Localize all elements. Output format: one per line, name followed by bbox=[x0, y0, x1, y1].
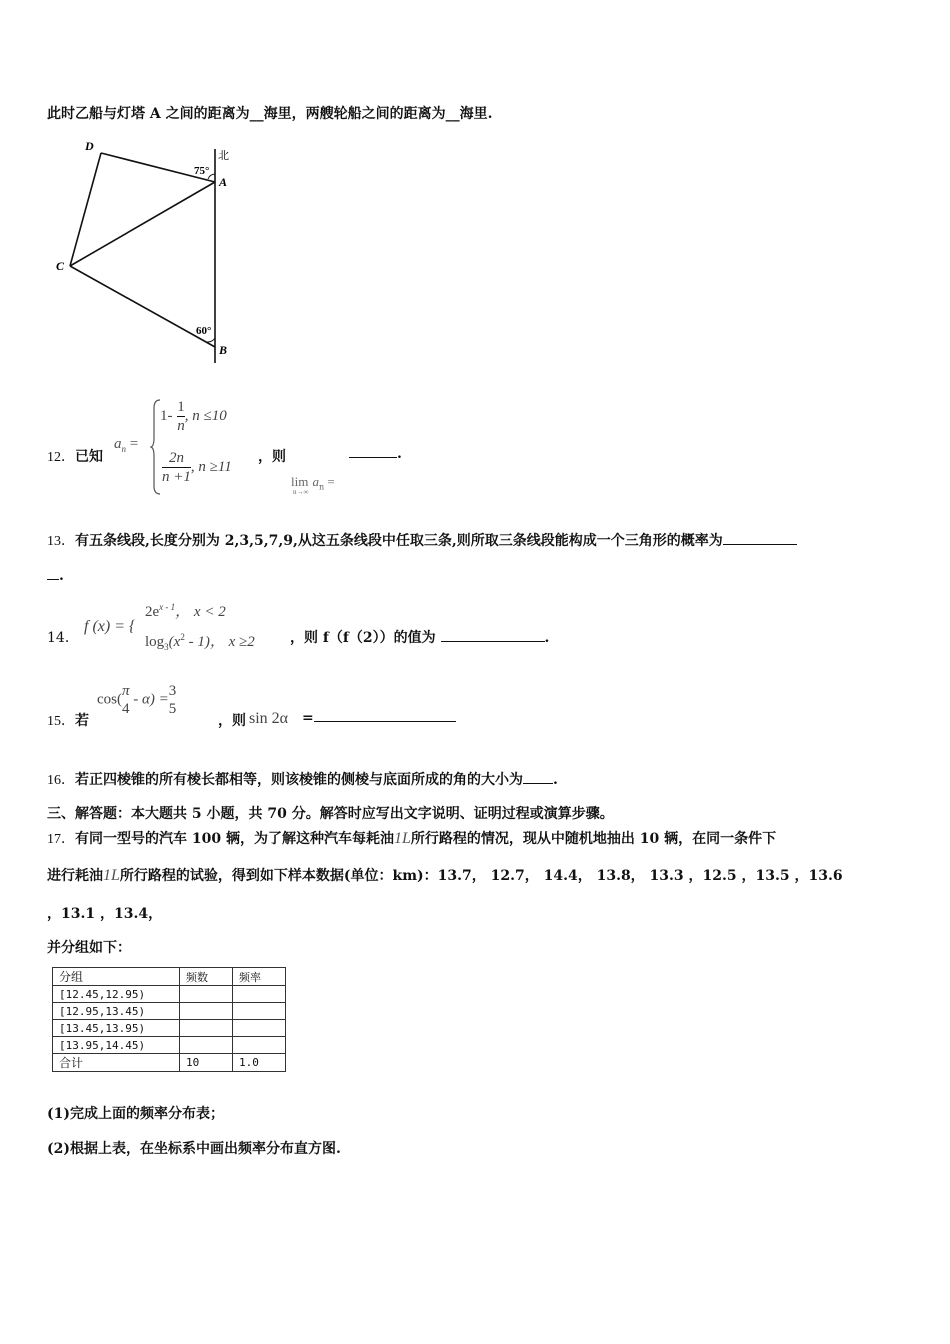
geometry-figure bbox=[50, 135, 250, 365]
q17-line1: 17．有同一型号的汽车 100 辆，为了解这种汽车每耗油1L所行路程的情况，现从中随机地抽出 10 辆，在同一条件下 bbox=[47, 830, 777, 847]
table-header-row bbox=[53, 968, 286, 986]
q12-answer: . bbox=[349, 446, 402, 462]
angle-arc-b bbox=[207, 338, 215, 342]
table-cell: [12.45,12.95) bbox=[53, 986, 180, 1003]
q14-text: ，则 f（f（2））的值为 . bbox=[290, 630, 550, 646]
frequency-table bbox=[52, 967, 286, 1072]
table-header-cell: 频数 bbox=[180, 968, 233, 986]
segment-cb bbox=[70, 266, 215, 347]
label-a: A bbox=[219, 175, 228, 189]
q17-group-line: 并分组如下： bbox=[47, 940, 131, 956]
q12-case1: 1- $\frac{1}{n}$ , n ≤10 bbox=[160, 399, 227, 434]
table-row bbox=[53, 986, 286, 1003]
q14-fx: f (x) = { bbox=[84, 618, 136, 635]
table-cell: 10 bbox=[180, 1054, 233, 1072]
table-cell bbox=[233, 1020, 286, 1037]
label-north: 北 bbox=[218, 149, 229, 162]
table-cell: 合计 bbox=[53, 1054, 180, 1072]
table-row bbox=[53, 1020, 286, 1037]
q12-label: 12．已知 bbox=[47, 449, 103, 465]
q17-part2: (2)根据上表，在坐标系中画出频率分布直方图. bbox=[47, 1141, 341, 1157]
table-cell bbox=[233, 1037, 286, 1054]
q14-case2: $\log_3(x^2 - 1)$， x ≥2 bbox=[145, 632, 255, 652]
q12-case2: $\frac{2n}{n +1}$ , n ≥11 bbox=[162, 450, 232, 485]
q15-then: ，则 bbox=[218, 713, 246, 729]
q13-text: 13．有五条线段,长度分别为 2,3,5,7,9,从这五条线段中任取三条,则所取三条线段能构成一个三角形的概率为 bbox=[47, 530, 797, 550]
table-cell bbox=[233, 986, 286, 1003]
q15-cos: cos( π 4 - α) = 3 5 bbox=[97, 683, 177, 717]
table-cell: [13.45,13.95) bbox=[53, 1020, 180, 1037]
q12-then: ，则 bbox=[258, 449, 286, 465]
q12-limit-sub: n→∞ bbox=[293, 488, 309, 496]
table-cell bbox=[180, 1020, 233, 1037]
q15-label: 15．若 bbox=[47, 713, 89, 729]
q15-sin: sin 2α bbox=[249, 710, 289, 727]
table-cell bbox=[180, 1003, 233, 1020]
table-cell: [13.95,14.45) bbox=[53, 1037, 180, 1054]
q17-line2: 进行耗油1L所行路程的试验，得到如下样本数据(单位：km)：13.7， 12.7， 14.4， 13.8， 13.3 ，12.5 ，13.5 ，13.6 bbox=[47, 867, 843, 884]
q16-text: 16．若正四棱锥的所有棱长都相等，则该棱锥的侧棱与底面所成的角的大小为 . bbox=[47, 772, 558, 788]
label-b: B bbox=[219, 343, 228, 357]
table-header-cell: 频率 bbox=[233, 968, 286, 986]
table-cell bbox=[180, 986, 233, 1003]
table-cell: [12.95,13.45) bbox=[53, 1003, 180, 1020]
table-cell: 1.0 bbox=[233, 1054, 286, 1072]
table-header-cell: 分组 bbox=[53, 968, 180, 986]
q15-answer: = bbox=[302, 710, 456, 726]
q14-case1: $2e^{x - 1}$， x < 2 bbox=[145, 602, 226, 620]
angle-label-b: 60° bbox=[196, 325, 212, 337]
table-cell bbox=[233, 1003, 286, 1020]
q12-limit: $\lim a_n$ = bbox=[291, 474, 335, 492]
q14-num: 14． bbox=[47, 630, 79, 646]
section-3-heading: 三、解答题：本大题共 5 小题，共 70 分。解答时应写出文字说明、证明过程或演算步骤。 bbox=[47, 806, 614, 822]
table-cell bbox=[180, 1037, 233, 1054]
q13-tail: . bbox=[47, 568, 64, 584]
q12-sequence: $a_n$ = bbox=[114, 436, 139, 454]
q17-line3: ，13.1 ，13.4， bbox=[47, 906, 163, 922]
table-total-row bbox=[53, 1054, 286, 1072]
table-row bbox=[53, 1003, 286, 1020]
label-c: C bbox=[56, 259, 65, 273]
q17-part1: (1)完成上面的频率分布表； bbox=[47, 1106, 224, 1122]
table-row bbox=[53, 1037, 286, 1054]
angle-label-a: 75° bbox=[194, 165, 210, 177]
segment-ca bbox=[70, 182, 215, 266]
segment-dc bbox=[70, 153, 101, 266]
line-top: 此时乙船与灯塔 A 之间的距离为__海里，两艘轮船之间的距离为__海里. bbox=[47, 106, 493, 122]
label-d: D bbox=[85, 139, 94, 153]
